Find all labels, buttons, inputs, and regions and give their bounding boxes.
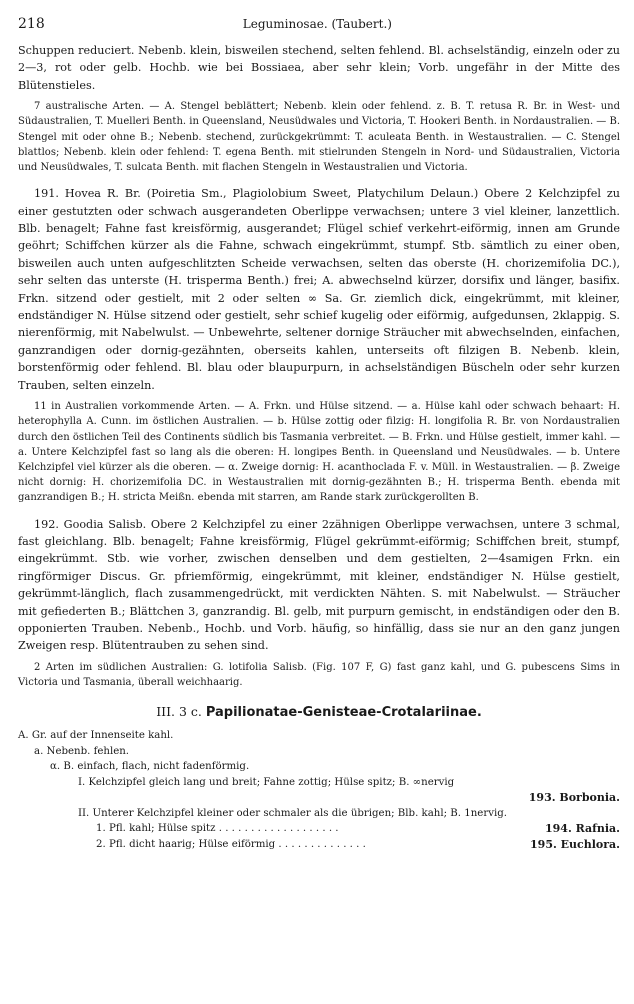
identification-key [18, 728, 620, 852]
key-line: I. Kelchzipfel gleich lang und breit; Fahne zottig; Hülse spitz; B. ∞nervig [78, 776, 455, 788]
page-number: 218 [18, 16, 45, 32]
goodia-species-paragraph: 2 Arten im südlichen Australien: G. lotifolia Salisb. (Fig. 107 F, G) fast ganz kahl, und G. pubescens Sims in Victoria und Tasmania, überall weichhaarig. [18, 661, 620, 688]
goodia-paragraph: 192. Goodia Salisb. Obere 2 Kelchzipfel zu einer 2zähnigen Oberlippe verwachsen, untere 3 schmal, fast gleichlang. Blb. benagelt; Fahne kreisförmig, Flügel gekrümmt-eiförmig; Schiffchen breit, stumpf, eingekrümmt. Stb. wie vorher, zwischen denselben und dem gestielten, 2—4samigen Frkn. ein ringförmiger Discus. Gr. pfriemförmig, eingekrümmt, mit kleiner, endständiger N. Hülse gestielt, gekrümmt-länglich, flach zusammengedrückt, mit verdickten Nähten. S. mit Nabelwulst. — Sträucher mit gefiederten B.; Blättchen 3, ganzrandig. Bl. gelb, mit purpurn gemischt, in endständigen oder den B. opponierten Trauben. Nebenb., Hochb. und Vorb. häufig, so hinfällig, dass sie nur an den ganz jungen Zweigen resp. Blütentrauben zu sehen sind. [18, 517, 620, 653]
hovea-species-paragraph: 11 in Australien vorkommende Arten. — A. Frkn. und Hülse sitzend. — a. Hülse kahl oder schwach behaart: H. heterophylla A. Cunn. im östlichen Australien. — b. Hülse zottig oder filzig: H. longifolia R. Br. von Nordaustralien durch den östlichen Teil des Continents südlich bis Tasmania verbreitet. — B. Frkn. und Hülse gestielt, immer kahl. — a. Untere Kelchzipfel fast so lang als die oberen: H. longipes Benth. in Queensland und Neusüdwales. — b. Untere Kelchzipfel viel kürzer als die oberen. — α. Zweige dornig: H. acanthoclada F. v. Müll. in Westaustralien. — β. Zweige nicht dornig: H. chorizemifolia DC. in Westaustralien mit dornig-gezähnten B.; H. trisperma Benth. ebenda mit ganzrandigen B.; H. stricta Meißn. ebenda mit starren, am Rande stark zurückgerollten B. [18, 401, 620, 504]
key-line: A. Gr. auf der Innenseite kahl. [18, 730, 174, 742]
intro-paragraph: Schuppen reduciert. Nebenb. klein, bisweilen stechend, selten fehlend. Bl. achselständig, einzeln oder zu 2—3, rot oder gelb. Hochb. wie bei Bossiaea, aber sehr klein; Vorb. ungefähr in der Mitte des Blütenstieles. [18, 44, 620, 92]
key-result-rafnia: 194. Rafnia. [544, 822, 620, 836]
page-header [18, 16, 620, 42]
key-result-euchlora: 195. Euchlora. [530, 837, 620, 851]
templetonia-species-paragraph: 7 australische Arten. — A. Stengel beblättert; Nebenb. klein oder fehlend. z. B. T. retusa R. Br. in West- und Südaustralien, T. Muelleri Benth. in Queensland, Neusüdwales und Victoria, T. Hookeri Benth. in Nordaustralien. — B. Stengel mit oder ohne B.; Nebenb. stechend, zurückgekrümmt: T. aculeata Benth. in Westaustralien. — C. Stengel blattlos; Nebenb. klein oder fehlend: T. egena Benth. mit stielrunden Stengeln in Nord- und Südaustralien, Victoria und Neusüdwales, T. sulcata Benth. mit flachen Stengeln in Westaustralien und Victoria. [18, 101, 621, 174]
key-line: α. B. einfach, flach, nicht fadenförmig. [50, 761, 250, 773]
section-heading [18, 704, 620, 720]
key-line: II. Unterer Kelchzipfel kleiner oder schmaler als die übrigen; Blb. kahl; B. 1nervig. [78, 807, 507, 819]
key-result-borbonia: 193. Borbonia. [528, 791, 620, 805]
section-title: Papilionatae-Genisteae-Crotalariinae. [205, 705, 482, 721]
hovea-paragraph: 191. Hovea R. Br. (Poiretia Sm., Plagiolobium Sweet, Platychilum Delaun.) Obere 2 Kelchzipfel zu einer gestutzten oder schwach ausgerandeten Oberlippe verwachsen; untere 3 viel kleiner, lanzettlich. Blb. benagelt; Fahne fast kreisförmig, ausgerandet; Flügel schief verkehrt-eiförmig, innen am Grunde geöhrt; Schiffchen kürzer als die Fahne, schwach eingekrümmt, stumpf. Stb. sämtlich zu einer oben, bisweilen auch unten aufgeschlitzten Scheide verwachsen, selten das oberste (H. chorizemifolia DC.), sehr selten das unterste (H. trisperma Benth.) frei; A. abwechselnd kürzer, dorsifix und länger, basifix. Frkn. sitzend oder gestielt, mit 2 oder selten ∞ Sa. Gr. ziemlich dick, eingekrümmt, mit kleiner, endständiger N. Hülse sitzend oder gestielt, sehr schief kugelig oder eiförmig, aufgedunsen, 2klappig. S. nierenförmig, mit Nabelwulst. — Unbewehrte, seltener dornige Sträucher mit abwechselnden, einfachen, ganzrandigen oder dornig-gezähnten, oberseits kahlen, unterseits oft filzigen B. Nebenb. klein, borstenförmig oder fehlend. Bl. blau oder blaupurpurn, in achselständigen Büscheln oder sehr kurzen Trauben, selten einzeln. [18, 187, 620, 392]
running-title: Leguminosae. (Taubert.) [242, 17, 392, 31]
section-number: III. 3 c. [156, 704, 202, 720]
key-line: 2. Pfl. dicht haarig; Hülse eiförmig . . . . . . . . . . . . . . [96, 838, 366, 850]
key-line: a. Nebenb. fehlen. [34, 745, 130, 757]
key-line: 1. Pfl. kahl; Hülse spitz . . . . . . . . . . . . . . . . . . . [96, 823, 339, 835]
